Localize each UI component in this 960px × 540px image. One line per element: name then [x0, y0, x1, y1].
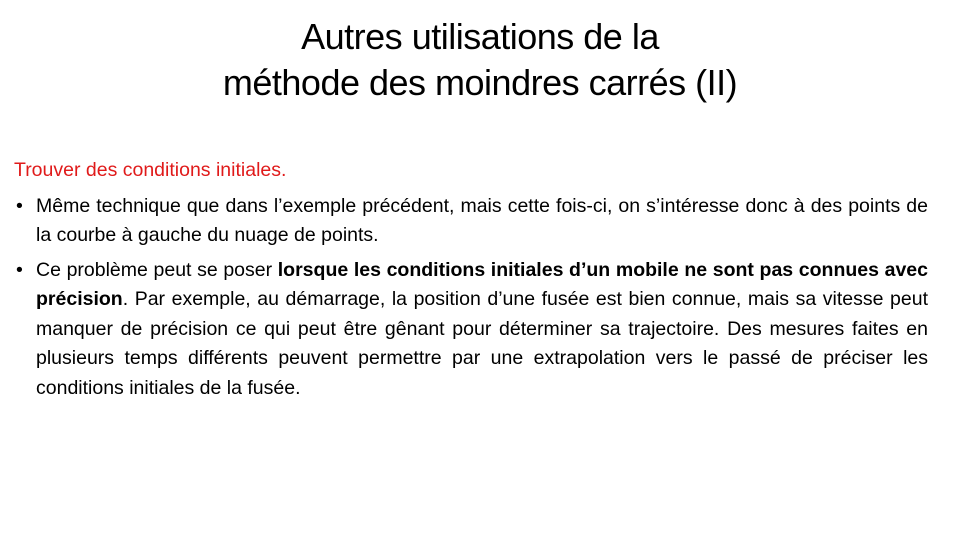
- bullet-item-technique: [14, 192, 928, 251]
- slide-title-line-2: méthode des moindres carrés (II): [222, 62, 738, 103]
- section-subheading: Trouver des conditions initiales.: [14, 159, 287, 181]
- bullet-list: [14, 192, 928, 404]
- bullet-text-prefix: Ce problème peut se poser: [36, 258, 278, 281]
- bullet-text-emphasis: lorsque les conditions initiales d’un mobile ne sont pas connues avec précision: [36, 258, 928, 310]
- bullet-marker: •: [16, 194, 23, 217]
- slide-title-line-1: Autres utilisations de la: [301, 16, 659, 57]
- slide-title: [80, 14, 880, 106]
- slide-body: [14, 156, 928, 408]
- bullet-marker: •: [16, 258, 23, 281]
- bullet-item-problem: [14, 256, 928, 404]
- bullet-text: Même technique que dans l’exemple précédent, mais cette fois-ci, on s’intéresse donc à des points de la courbe à gauche du nuage de points.: [36, 194, 928, 246]
- bullet-text-suffix: . Par exemple, au démarrage, la position d’une fusée est bien connue, mais sa vitesse peut manquer de précision ce qui peut être gênant pour déterminer sa trajectoire. Des mesures faites en plusieurs temps différents peuvent permettre par une extrapolation vers le passé de préciser les conditions initiales de la fusée.: [36, 288, 928, 399]
